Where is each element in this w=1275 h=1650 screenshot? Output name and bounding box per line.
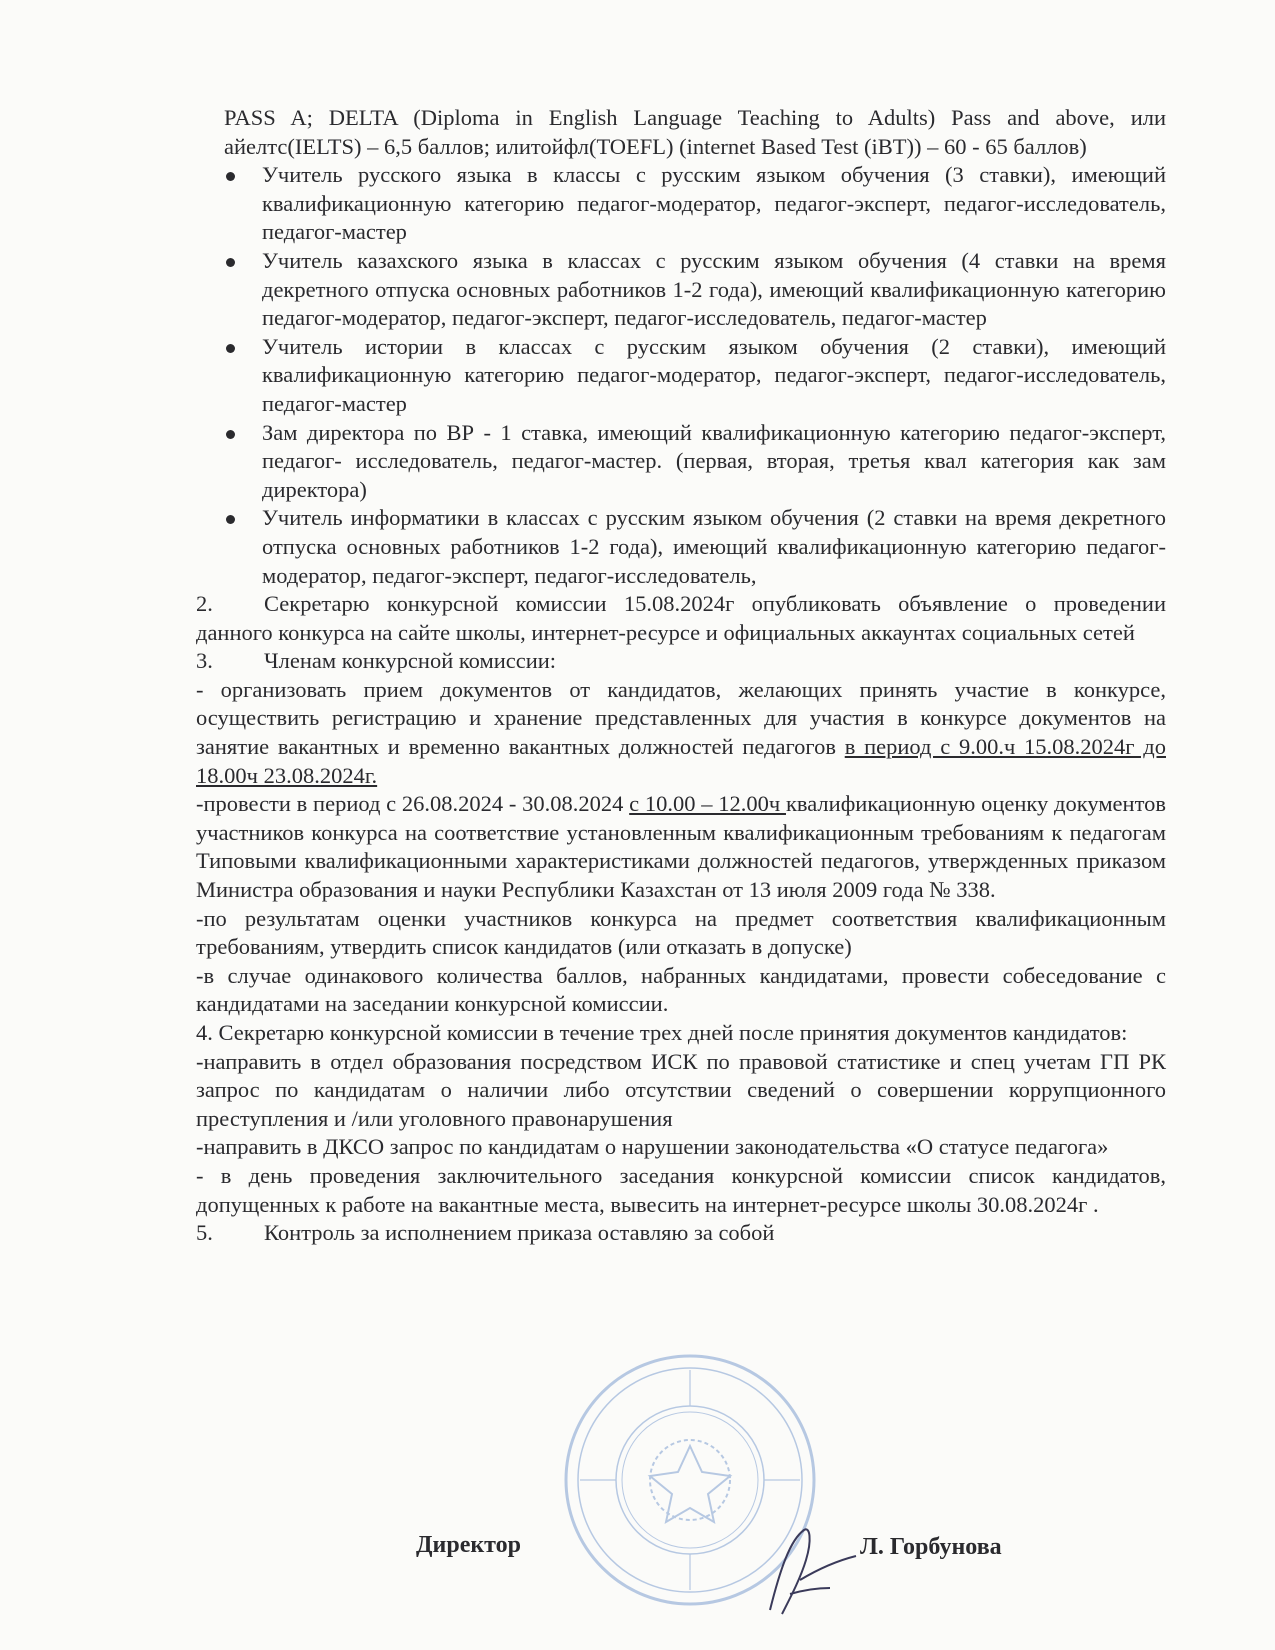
item-2: 2. Секретарю конкурсной комиссии 15.08.2024г опубликовать объявление о проведении данного конкурса на сайте школы, интернет-ресурсе и официальных аккаунтах социальных сетей xyxy=(196,591,1166,645)
item-3-subitem-c: -по результатам оценки участников конкурса на предмет соответствия квалификационным требованиям, утвердить список кандидатов (или отказать в допуске) xyxy=(196,905,1166,960)
bullet-icon xyxy=(226,172,235,181)
signature-name: Л. Горбунова xyxy=(860,1534,1002,1560)
list-item: Учитель истории в классах с русским языком обучения (2 ставки), имеющий квалификационную категорию педагог-модератор, педагог-эксперт, педагог-исследователь, педагог-мастер xyxy=(196,333,1166,419)
item-3-subitem-a: - организовать прием документов от кандидатов, желающих принять участие в конкурсе, осуществить регистрацию и хранение представленных для участия в конкурсе документов на занятие вакантных и временно вакантных должностей педагогов в период с 9.00.ч 15.08.2024г до 18.00ч 23.08.2024г. xyxy=(196,676,1166,788)
list-item: Учитель информатики в классах с русским языком обучения (2 ставки на время декретного отпуска основных работников 1-2 года), имеющий квалификационную категорию педагог-модератор, педагог-эксперт, педагог-исследователь, xyxy=(196,504,1166,590)
item-4: 4. Секретарю конкурсной комиссии в течение трех дней после принятия документов кандидатов: xyxy=(196,1020,1128,1045)
paragraph-continuation: PASS A; DELTA (Diploma in English Language Teaching to Adults) Pass and above, или айелтс(IELTS) – 6,5 баллов; илитойфл(TOEFL) (internet Based Test (iBT)) – 60 - 65 баллов) xyxy=(224,105,1166,159)
bullet-icon xyxy=(226,430,235,439)
list-item: Учитель русского языка в классы с русским языком обучения (3 ставки), имеющий квалификационную категорию педагог-модератор, педагог-эксперт, педагог-исследователь, педагог-мастер xyxy=(196,161,1166,247)
list-item: Учитель казахского языка в классах с русским языком обучения (4 ставки на время декретного отпуска основных работников 1-2 года), имеющий квалификационную категорию педагог-модератор, педагог-эксперт, педагог-исследователь, педагог-мастер xyxy=(196,247,1166,333)
bullet-icon xyxy=(226,344,235,353)
item-3-subitem-d: -в случае одинакового количества баллов, набранных кандидатами, провести собеседование с кандидатами на заседании конкурсной комиссии. xyxy=(196,962,1166,1017)
signature-title: Директор xyxy=(416,1532,521,1558)
item-5: 5. Контроль за исполнением приказа оставляю за собой xyxy=(196,1220,775,1246)
list-item: Зам директора по ВР - 1 ставка, имеющий квалификационную категорию педагог-эксперт, педагог- исследователь, педагог-мастер. (первая, вторая, третья квал категория как зам директора) xyxy=(196,419,1166,505)
item-4-subitem-a: -направить в отдел образования посредством ИСК по правовой статистике и спец учетам ГП РК запрос по кандидатам о наличии либо отсутствии сведений о совершении коррупционного преступления и /или уголовного правонарушения xyxy=(196,1048,1166,1131)
handwritten-signature xyxy=(760,1510,860,1620)
document-body xyxy=(196,104,1166,1248)
item-4-subitem-c: - в день проведения заключительного заседания конкурсной комиссии список кандидатов, допущенных к работе на вакантные места, вывесить на интернет-ресурсе школы 30.08.2024г . xyxy=(196,1162,1166,1217)
bullet-icon xyxy=(226,515,235,524)
item-3-subitem-b: -провести в период с 26.08.2024 - 30.08.2024 с 10.00 – 12.00ч квалификационную оценку документов участников конкурса на соответствие установленным квалификационным требованиям к педагогам Типовыми квалификационными характеристиками должностей педагогов, утвержденных приказом Министра образования и науки Республики Казахстан от 13 июля 2009 года № 338. xyxy=(196,791,1166,903)
item-3: 3. Членам конкурсной комиссии: xyxy=(196,648,557,674)
item-4-subitem-b: -направить в ДКСО запрос по кандидатам о нарушении законодательства «О статусе педагога» xyxy=(196,1134,1109,1160)
bullet-icon xyxy=(226,258,235,267)
